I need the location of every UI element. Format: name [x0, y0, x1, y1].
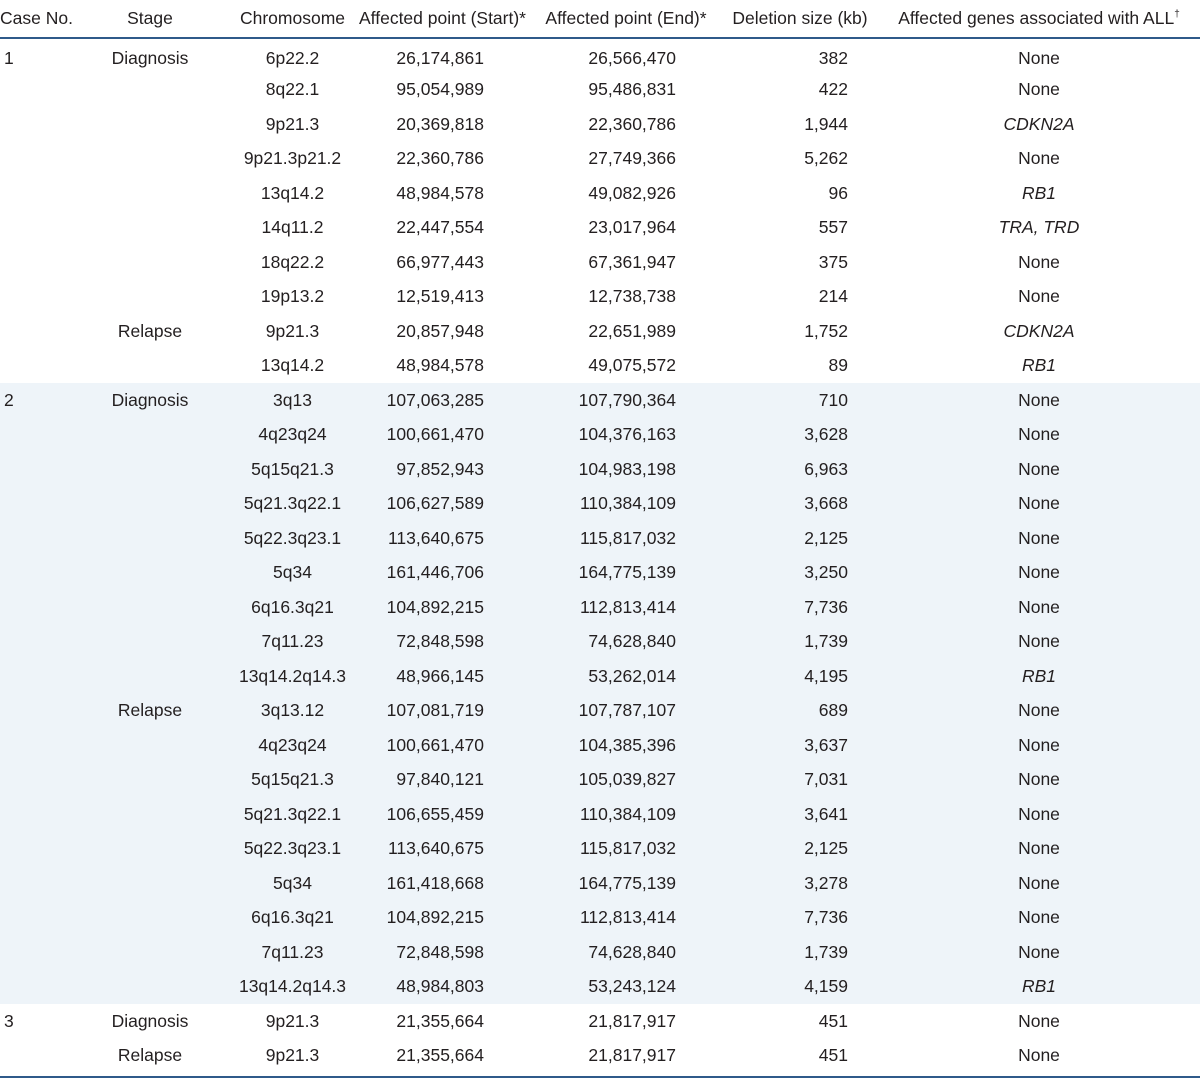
table-row — [0, 142, 1200, 177]
table-row — [0, 866, 1200, 901]
table-row — [0, 211, 1200, 246]
header-genes-label: Affected genes associated with ALL — [898, 8, 1175, 28]
table-row — [0, 383, 1200, 418]
genes-cell: None — [1018, 838, 1060, 859]
size-cell: 3,628 — [804, 424, 848, 445]
stage-cell — [70, 659, 230, 694]
genes-cell: None — [1018, 389, 1060, 410]
stage-cell — [70, 763, 230, 798]
start-cell: 66,977,443 — [396, 251, 484, 272]
chromosome-cell: 13q14.2 — [260, 182, 325, 203]
chromosome-cell: 9p21.3 — [265, 113, 320, 134]
end-cell: 49,075,572 — [588, 355, 676, 376]
stage-cell: Relapse — [117, 1045, 183, 1066]
table-row — [0, 1039, 1200, 1074]
genes-cell: RB1 — [1021, 976, 1057, 997]
case-cell: 3 — [4, 1010, 14, 1031]
chromosome-cell: 9p21.3 — [265, 1010, 320, 1031]
table-row — [0, 935, 1200, 970]
stage-cell — [70, 176, 230, 211]
end-cell: 105,039,827 — [578, 769, 676, 790]
genes-cell: None — [1018, 596, 1060, 617]
size-cell: 6,963 — [804, 458, 848, 479]
stage-cell — [70, 970, 230, 1005]
start-cell: 72,848,598 — [396, 941, 484, 962]
stage-cell — [70, 349, 230, 384]
case-cell — [0, 659, 70, 694]
start-cell: 48,984,578 — [396, 355, 484, 376]
end-cell: 115,817,032 — [579, 838, 676, 859]
table-row — [0, 521, 1200, 556]
case-cell — [0, 763, 70, 798]
stage-cell: Relapse — [117, 700, 183, 721]
genes-cell: None — [1018, 872, 1060, 893]
case-cell — [0, 107, 70, 142]
stage-cell — [70, 797, 230, 832]
table-row — [0, 970, 1200, 1005]
start-cell: 106,655,459 — [386, 803, 484, 824]
end-cell: 67,361,947 — [588, 251, 676, 272]
table-row — [0, 797, 1200, 832]
genes-cell: None — [1018, 562, 1060, 583]
case-cell — [0, 211, 70, 246]
case-cell — [0, 935, 70, 970]
size-cell: 375 — [818, 251, 848, 272]
size-cell: 422 — [818, 79, 848, 100]
table-row — [0, 314, 1200, 349]
chromosome-cell: 5q34 — [273, 872, 312, 893]
table-row — [0, 659, 1200, 694]
chromosome-cell: 13q14.2q14.3 — [238, 665, 347, 686]
stage-cell — [70, 901, 230, 936]
case-cell — [0, 452, 70, 487]
case-cell: 1 — [4, 48, 14, 69]
table-row — [0, 556, 1200, 591]
stage-cell — [70, 245, 230, 280]
stage-cell — [70, 521, 230, 556]
end-cell: 22,651,989 — [588, 320, 676, 341]
stage-cell — [70, 142, 230, 177]
size-cell: 5,262 — [804, 148, 848, 169]
end-cell: 164,775,139 — [578, 872, 676, 893]
stage-cell — [70, 832, 230, 867]
start-cell: 95,054,989 — [396, 79, 484, 100]
genes-cell: None — [1018, 286, 1060, 307]
table-row — [0, 280, 1200, 315]
size-cell: 1,944 — [804, 113, 848, 134]
start-cell: 104,892,215 — [386, 907, 484, 928]
table-body — [0, 38, 1200, 1073]
case-cell — [0, 314, 70, 349]
genes-cell: RB1 — [1021, 665, 1057, 686]
end-cell: 112,813,414 — [579, 596, 676, 617]
start-cell: 113,640,675 — [387, 527, 484, 548]
table-row — [0, 728, 1200, 763]
chromosome-cell: 18q22.2 — [260, 251, 325, 272]
end-cell: 27,749,366 — [588, 148, 676, 169]
chromosome-cell: 9p21.3p21.2 — [243, 148, 342, 169]
header-stage: Stage — [70, 0, 230, 38]
header-genes-footnote-mark: † — [1174, 9, 1180, 21]
end-cell: 53,243,124 — [588, 976, 676, 997]
chromosome-cell: 6p22.2 — [265, 48, 320, 69]
case-cell — [0, 625, 70, 660]
table-row — [0, 763, 1200, 798]
chromosome-cell: 13q14.2 — [260, 355, 325, 376]
table-row — [0, 694, 1200, 729]
case-cell — [0, 556, 70, 591]
start-cell: 97,852,943 — [396, 458, 484, 479]
genes-cell: None — [1018, 527, 1060, 548]
stage-cell: Relapse — [117, 320, 183, 341]
size-cell: 382 — [818, 48, 848, 69]
size-cell: 89 — [828, 355, 848, 376]
end-cell: 26,566,470 — [588, 48, 676, 69]
case-cell — [0, 970, 70, 1005]
end-cell: 115,817,032 — [579, 527, 676, 548]
stage-cell: Diagnosis — [111, 389, 189, 410]
table-row — [0, 590, 1200, 625]
chromosome-cell: 8q22.1 — [265, 79, 320, 100]
chromosome-cell: 6q16.3q21 — [251, 907, 334, 928]
size-cell: 689 — [818, 700, 848, 721]
stage-cell — [70, 556, 230, 591]
chromosome-cell: 7q11.23 — [261, 941, 324, 962]
end-cell: 107,787,107 — [578, 700, 676, 721]
start-cell: 20,369,818 — [396, 113, 484, 134]
chromosome-cell: 6q16.3q21 — [251, 596, 334, 617]
table-row — [0, 487, 1200, 522]
genes-cell: CDKN2A — [1003, 320, 1075, 341]
genes-cell: RB1 — [1021, 355, 1057, 376]
genes-cell: None — [1018, 941, 1060, 962]
bottom-rule — [0, 1076, 1200, 1078]
case-cell — [0, 349, 70, 384]
chromosome-cell: 5q15q21.3 — [251, 769, 334, 790]
start-cell: 22,360,786 — [396, 148, 484, 169]
end-cell: 12,738,738 — [588, 286, 676, 307]
start-cell: 100,661,470 — [386, 734, 484, 755]
table-row — [0, 73, 1200, 108]
genes-cell: None — [1018, 458, 1060, 479]
genes-cell: None — [1018, 907, 1060, 928]
start-cell: 12,519,413 — [396, 286, 484, 307]
size-cell: 3,250 — [804, 562, 848, 583]
end-cell: 74,628,840 — [588, 631, 676, 652]
header-row — [0, 0, 1200, 38]
chromosome-cell: 5q21.3q22.1 — [243, 803, 342, 824]
case-cell — [0, 901, 70, 936]
genes-cell: None — [1018, 734, 1060, 755]
end-cell: 104,385,396 — [578, 734, 676, 755]
end-cell: 164,775,139 — [578, 562, 676, 583]
table-row — [0, 1004, 1200, 1039]
genes-cell: TRA, TRD — [998, 217, 1080, 238]
size-cell: 3,641 — [804, 803, 848, 824]
size-cell: 557 — [818, 217, 848, 238]
header-genes — [878, 0, 1200, 38]
genes-cell: None — [1018, 1045, 1060, 1066]
start-cell: 97,840,121 — [396, 769, 484, 790]
size-cell: 96 — [828, 182, 848, 203]
size-cell: 4,195 — [804, 665, 848, 686]
size-cell: 1,739 — [804, 631, 848, 652]
chromosome-cell: 9p21.3 — [265, 320, 320, 341]
size-cell: 451 — [818, 1045, 848, 1066]
size-cell: 1,752 — [804, 320, 848, 341]
start-cell: 113,640,675 — [387, 838, 484, 859]
genes-cell: None — [1018, 79, 1060, 100]
start-cell: 21,355,664 — [396, 1010, 484, 1031]
end-cell: 49,082,926 — [588, 182, 676, 203]
chromosome-cell: 4q23q24 — [258, 734, 327, 755]
chromosome-cell: 5q22.3q23.1 — [243, 527, 342, 548]
table-row — [0, 832, 1200, 867]
chromosome-cell: 5q15q21.3 — [251, 458, 334, 479]
genes-cell: None — [1018, 769, 1060, 790]
table-row — [0, 176, 1200, 211]
stage-cell — [70, 452, 230, 487]
table-row — [0, 625, 1200, 660]
stage-cell — [70, 211, 230, 246]
table-row — [0, 901, 1200, 936]
stage-cell — [70, 625, 230, 660]
genes-cell: CDKN2A — [1003, 113, 1075, 134]
case-cell — [0, 418, 70, 453]
stage-cell — [70, 487, 230, 522]
header-case: Case No. — [0, 0, 70, 38]
start-cell: 48,984,803 — [396, 976, 484, 997]
case-cell — [0, 280, 70, 315]
chromosome-cell: 13q14.2q14.3 — [238, 976, 347, 997]
stage-cell — [70, 107, 230, 142]
end-cell: 22,360,786 — [588, 113, 676, 134]
end-cell: 21,817,917 — [588, 1010, 676, 1031]
case-cell — [0, 866, 70, 901]
chromosome-cell: 7q11.23 — [261, 631, 324, 652]
table-row — [0, 418, 1200, 453]
size-cell: 4,159 — [804, 976, 848, 997]
start-cell: 72,848,598 — [396, 631, 484, 652]
table-row — [0, 349, 1200, 384]
table-row — [0, 452, 1200, 487]
case-cell — [0, 487, 70, 522]
size-cell: 3,278 — [804, 872, 848, 893]
header-size: Deletion size (kb) — [722, 0, 878, 38]
end-cell: 23,017,964 — [588, 217, 676, 238]
chromosome-cell: 9p21.3 — [265, 1045, 320, 1066]
size-cell: 2,125 — [804, 838, 848, 859]
case-cell — [0, 590, 70, 625]
chromosome-cell: 4q23q24 — [258, 424, 327, 445]
genes-cell: RB1 — [1021, 182, 1057, 203]
header-end: Affected point (End)* — [530, 0, 722, 38]
chromosome-cell: 19p13.2 — [260, 286, 325, 307]
start-cell: 22,447,554 — [396, 217, 484, 238]
chromosome-cell: 5q34 — [273, 562, 312, 583]
size-cell: 2,125 — [804, 527, 848, 548]
start-cell: 100,661,470 — [386, 424, 484, 445]
stage-cell — [70, 73, 230, 108]
start-cell: 104,892,215 — [386, 596, 484, 617]
genes-cell: None — [1018, 148, 1060, 169]
header-start: Affected point (Start)* — [355, 0, 530, 38]
case-cell — [0, 176, 70, 211]
start-cell: 48,966,145 — [396, 665, 484, 686]
start-cell: 107,063,285 — [386, 389, 484, 410]
chromosome-cell: 5q22.3q23.1 — [243, 838, 342, 859]
case-cell — [0, 73, 70, 108]
case-cell — [0, 797, 70, 832]
size-cell: 1,739 — [804, 941, 848, 962]
start-cell: 48,984,578 — [396, 182, 484, 203]
genes-cell: None — [1018, 493, 1060, 514]
header-chromosome: Chromosome — [230, 0, 355, 38]
genes-cell: None — [1018, 803, 1060, 824]
start-cell: 26,174,861 — [396, 48, 484, 69]
chromosome-cell: 14q11.2 — [261, 217, 324, 238]
end-cell: 74,628,840 — [588, 941, 676, 962]
end-cell: 110,384,109 — [579, 803, 676, 824]
stage-cell — [70, 590, 230, 625]
end-cell: 104,983,198 — [578, 458, 676, 479]
table-row — [0, 107, 1200, 142]
genes-cell: None — [1018, 1010, 1060, 1031]
end-cell: 107,790,364 — [578, 389, 676, 410]
start-cell: 161,446,706 — [386, 562, 484, 583]
genes-cell: None — [1018, 251, 1060, 272]
end-cell: 112,813,414 — [579, 907, 676, 928]
case-cell — [0, 694, 70, 729]
case-cell — [0, 728, 70, 763]
start-cell: 106,627,589 — [386, 493, 484, 514]
size-cell: 3,668 — [804, 493, 848, 514]
case-cell — [0, 245, 70, 280]
end-cell: 53,262,014 — [588, 665, 676, 686]
end-cell: 21,817,917 — [588, 1045, 676, 1066]
end-cell: 110,384,109 — [579, 493, 676, 514]
size-cell: 7,736 — [804, 596, 848, 617]
chromosome-cell: 3q13 — [273, 389, 312, 410]
case-cell — [0, 521, 70, 556]
start-cell: 161,418,668 — [386, 872, 484, 893]
end-cell: 95,486,831 — [588, 79, 676, 100]
genes-cell: None — [1018, 631, 1060, 652]
case-cell — [0, 142, 70, 177]
chromosome-cell: 5q21.3q22.1 — [243, 493, 342, 514]
chromosome-cell: 3q13.12 — [260, 700, 325, 721]
stage-cell — [70, 935, 230, 970]
size-cell: 7,031 — [804, 769, 848, 790]
stage-cell — [70, 728, 230, 763]
stage-cell — [70, 866, 230, 901]
size-cell: 7,736 — [804, 907, 848, 928]
start-cell: 107,081,719 — [386, 700, 484, 721]
genes-cell: None — [1018, 424, 1060, 445]
stage-cell — [70, 280, 230, 315]
case-cell: 2 — [4, 389, 14, 410]
size-cell: 710 — [818, 389, 848, 410]
size-cell: 451 — [818, 1010, 848, 1031]
table-row — [0, 38, 1200, 73]
start-cell: 21,355,664 — [396, 1045, 484, 1066]
case-cell — [0, 832, 70, 867]
case-cell — [0, 1039, 70, 1074]
genes-cell: None — [1018, 48, 1060, 69]
end-cell: 104,376,163 — [578, 424, 676, 445]
size-cell: 3,637 — [804, 734, 848, 755]
table-row — [0, 245, 1200, 280]
stage-cell — [70, 418, 230, 453]
size-cell: 214 — [818, 286, 848, 307]
genes-cell: None — [1018, 700, 1060, 721]
stage-cell: Diagnosis — [111, 1010, 189, 1031]
start-cell: 20,857,948 — [396, 320, 484, 341]
stage-cell: Diagnosis — [111, 48, 189, 69]
